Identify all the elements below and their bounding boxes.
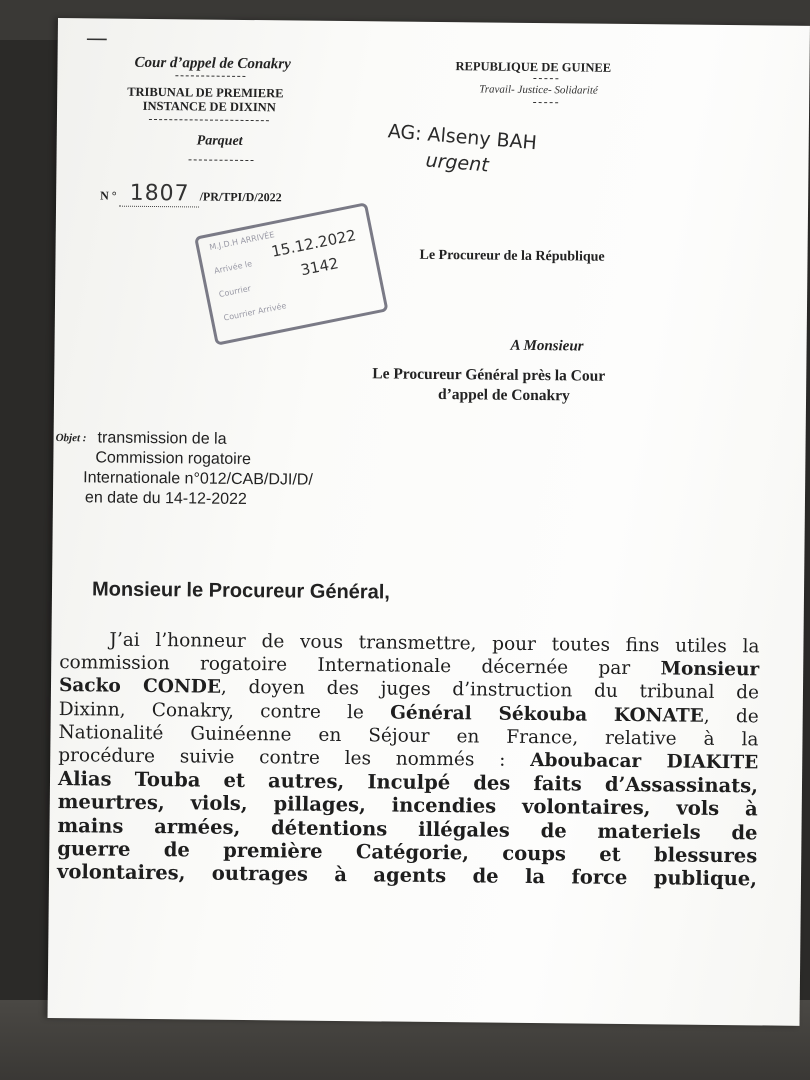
subject-line-3: Internationale n°012/CAB/DJI/D/ [83, 469, 313, 489]
republic-title: REPUBLIQUE DE GUINEE [455, 59, 612, 75]
body-line: procédure suivie contre les nommés : Aboubacar DIAKITE [58, 745, 759, 774]
recipient-line-1: Le Procureur Général près la Cour [372, 365, 606, 385]
divider [533, 78, 558, 79]
divider [533, 102, 558, 103]
letter-salutation: Monsieur le Procureur Général, [91, 578, 390, 604]
ref-prefix: N ° [100, 188, 117, 203]
stamp-faint-text: M.J.D.H ARRIVÉE [208, 230, 276, 253]
subject-line-2: Commission rogatoire [95, 449, 252, 469]
body-line: mains armées, détentions illégales de materiels de [57, 813, 758, 844]
stamp-number: 3142 [299, 254, 341, 280]
ref-handwritten-number: 1807 [119, 181, 199, 208]
reference-number [100, 180, 282, 207]
annotation-line-1: AG: Alseny BAH [387, 120, 538, 155]
body-line: Alias Touba et autres, Inculpé des faits d’Assassinats, [57, 767, 759, 798]
divider [149, 119, 269, 121]
body-line: Dixinn, Conakry, contre le Général Sékouba KONATE, de [58, 698, 759, 727]
republic-motto: Travail- Justice- Solidarité [479, 83, 598, 97]
recipient-line-2: d’appel de Conakry [437, 386, 570, 405]
body-line: volontaires, outrages à agents de la force publique, [56, 860, 758, 891]
parquet-label: Parquet [196, 133, 243, 149]
body-line: guerre de première Catégorie, coups et blessures [57, 836, 758, 868]
divider [175, 75, 245, 77]
annotation-line-2: urgent [424, 149, 490, 177]
tribunal-name [127, 85, 284, 115]
sender-title: Le Procureur de la République [419, 247, 605, 265]
body-line: J’ai l’honneur de vous transmettre, pour toutes fins utiles la [109, 629, 760, 658]
court-handwritten-mark: — [85, 26, 108, 52]
document-page [48, 18, 810, 1026]
tribunal-line-1: TRIBUNAL DE PREMIERE [127, 84, 284, 101]
ref-suffix: /PR/TPI/D/2022 [199, 189, 282, 205]
subject-block [83, 428, 444, 512]
subject-line-1: transmission de la [97, 429, 227, 448]
body-line: commission rogatoire Internationale décernée par Monsieur [59, 652, 760, 681]
letter-body [57, 628, 760, 891]
stamp-faint-text: Courrier [218, 283, 252, 300]
handwritten-annotation [385, 118, 538, 182]
arrival-stamp [194, 202, 388, 346]
tribunal-line-2: INSTANCE DE DIXINN [142, 98, 276, 115]
court-name: Cour d’appel de Conakry [134, 54, 291, 73]
divider [189, 159, 254, 161]
stamp-faint-text: Arrivée le [213, 259, 253, 276]
body-line: meurtres, viols, pillages, incendies volontaires, vols à [57, 790, 758, 821]
stamp-date: 15.12.2022 [269, 226, 358, 261]
subject-label: Objet : [55, 431, 87, 445]
stamp-faint-text: Courrier Arrivée [222, 301, 288, 323]
body-line: Sacko CONDE, doyen des juges d’instruction du tribunal de [58, 675, 760, 704]
subject-line-4: en date du 14-12-2022 [84, 489, 247, 509]
recipient-salutation: A Monsieur [510, 337, 584, 355]
body-line: Nationalité Guinéenne en Séjour en France, relative à la [58, 721, 759, 751]
